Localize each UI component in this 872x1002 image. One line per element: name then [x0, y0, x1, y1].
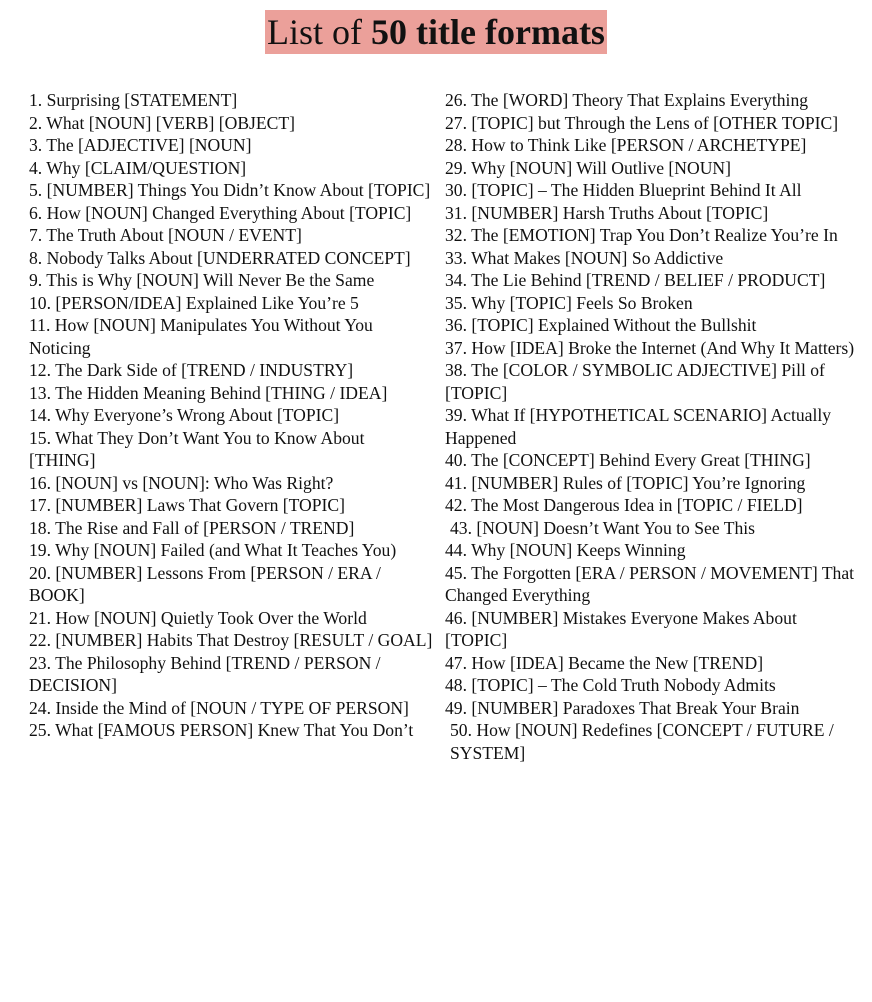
list-item: 1. Surprising [STATEMENT] — [29, 90, 238, 110]
list-item: 38. The [COLOR / SYMBOLIC ADJECTIVE] Pill of [TOPIC] — [445, 360, 825, 403]
title-format-list-left — [29, 89, 434, 742]
list-item: 11. How [NOUN] Manipulates You Without You Noticing — [29, 315, 373, 358]
title-format-list-right — [445, 89, 855, 764]
list-item: 41. [NUMBER] Rules of [TOPIC] You’re Ignoring — [445, 472, 806, 493]
list-item: 27. [TOPIC] but Through the Lens of [OTHER TOPIC] — [445, 112, 839, 133]
list-item: 43. [NOUN] Doesn’t Want You to See This — [450, 517, 756, 538]
list-item: 50. How [NOUN] Redefines [CONCEPT / FUTURE / SYSTEM] — [450, 720, 834, 763]
list-item: 25. What [FAMOUS PERSON] Knew That You Don’t — [29, 720, 414, 740]
list-item: 48. [TOPIC] – The Cold Truth Nobody Admits — [445, 675, 776, 695]
list-item: 33. What Makes [NOUN] So Addictive — [445, 247, 724, 268]
list-item: 18. The Rise and Fall of [PERSON / TREND] — [29, 517, 355, 538]
list-item: 30. [TOPIC] – The Hidden Blueprint Behind It All — [445, 180, 802, 200]
list-item: 40. The [CONCEPT] Behind Every Great [THING] — [445, 450, 811, 470]
title-container — [0, 10, 872, 54]
list-item: 21. How [NOUN] Quietly Took Over the World — [29, 607, 367, 628]
list-item: 13. The Hidden Meaning Behind [THING / IDEA] — [29, 382, 388, 403]
left-column — [29, 89, 434, 742]
list-item: 45. The Forgotten [ERA / PERSON / MOVEMENT] That Changed Everything — [445, 562, 855, 605]
list-item: 6. How [NOUN] Changed Everything About [TOPIC] — [29, 202, 412, 223]
list-item: 17. [NUMBER] Laws That Govern [TOPIC] — [29, 495, 346, 515]
list-item: 26. The [WORD] Theory That Explains Everything — [445, 90, 809, 110]
list-item: 28. How to Think Like [PERSON / ARCHETYPE] — [445, 135, 807, 155]
list-item: 22. [NUMBER] Habits That Destroy [RESULT / GOAL] — [29, 630, 433, 650]
list-item: 14. Why Everyone’s Wrong About [TOPIC] — [29, 405, 340, 425]
list-item: 24. Inside the Mind of [NOUN / TYPE OF PERSON] — [29, 697, 409, 718]
list-item: 39. What If [HYPOTHETICAL SCENARIO] Actually Happened — [445, 405, 832, 448]
list-item: 2. What [NOUN] [VERB] [OBJECT] — [29, 112, 295, 133]
list-item: 34. The Lie Behind [TREND / BELIEF / PRODUCT] — [445, 270, 826, 290]
list-item: 47. How [IDEA] Became the New [TREND] — [445, 652, 764, 673]
list-item: 44. Why [NOUN] Keeps Winning — [445, 540, 686, 560]
page-title — [265, 10, 607, 54]
list-item: 23. The Philosophy Behind [TREND / PERSON / DECISION] — [29, 652, 381, 695]
list-item: 16. [NOUN] vs [NOUN]: Who Was Right? — [29, 472, 334, 493]
list-item: 36. [TOPIC] Explained Without the Bullshit — [445, 315, 757, 335]
page-title-prefix: List of — [267, 12, 372, 52]
list-item: 46. [NUMBER] Mistakes Everyone Makes About [TOPIC] — [445, 607, 797, 650]
list-item: 49. [NUMBER] Paradoxes That Break Your Brain — [445, 697, 800, 718]
list-item: 35. Why [TOPIC] Feels So Broken — [445, 292, 693, 313]
page-title-bold: 50 title formats — [371, 12, 605, 52]
list-item: 7. The Truth About [NOUN / EVENT] — [29, 225, 302, 245]
list-item: 19. Why [NOUN] Failed (and What It Teaches You) — [29, 540, 397, 560]
list-item: 5. [NUMBER] Things You Didn’t Know About [TOPIC] — [29, 180, 431, 200]
list-item: 12. The Dark Side of [TREND / INDUSTRY] — [29, 360, 354, 380]
right-column — [445, 89, 855, 764]
list-item: 31. [NUMBER] Harsh Truths About [TOPIC] — [445, 202, 769, 223]
list-item: 3. The [ADJECTIVE] [NOUN] — [29, 135, 252, 155]
list-item: 4. Why [CLAIM/QUESTION] — [29, 157, 247, 178]
list-item: 20. [NUMBER] Lessons From [PERSON / ERA / BOOK] — [29, 562, 381, 605]
list-item: 42. The Most Dangerous Idea in [TOPIC / FIELD] — [445, 495, 803, 515]
list-item: 10. [PERSON/IDEA] Explained Like You’re 5 — [29, 292, 359, 313]
list-item: 8. Nobody Talks About [UNDERRATED CONCEPT] — [29, 247, 411, 268]
list-item: 29. Why [NOUN] Will Outlive [NOUN] — [445, 157, 731, 178]
list-item: 37. How [IDEA] Broke the Internet (And Why It Matters) — [445, 337, 855, 358]
list-item: 15. What They Don’t Want You to Know About [THING] — [29, 427, 365, 470]
list-item: 32. The [EMOTION] Trap You Don’t Realize You’re In — [445, 225, 838, 245]
list-item: 9. This is Why [NOUN] Will Never Be the Same — [29, 270, 375, 290]
